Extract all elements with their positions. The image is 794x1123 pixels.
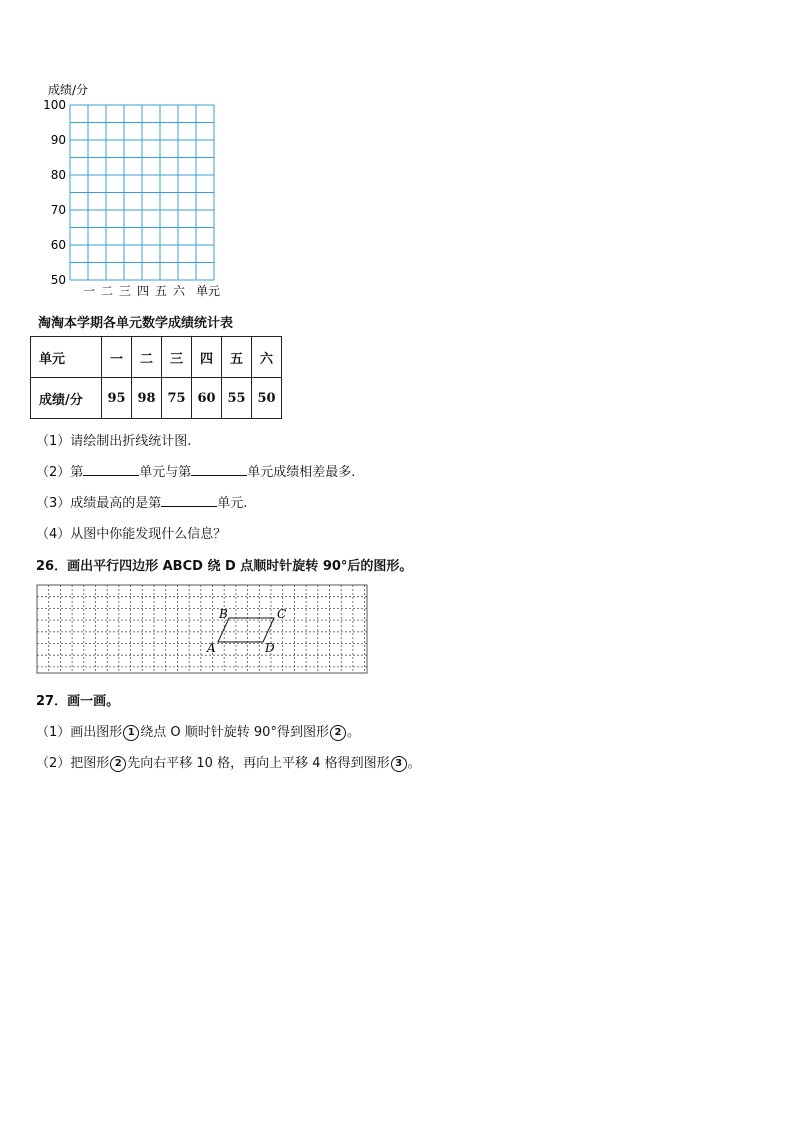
- q27-title: 27．画一画。: [36, 694, 120, 709]
- x-tick-label: 一: [82, 284, 96, 298]
- q27-part2: （2）把图形 2 先向右平移 10 格，再向上平移 4 格得到图形 3 。: [36, 756, 421, 771]
- table-title: 淘淘本学期各单元数学成绩统计表: [38, 316, 234, 331]
- q25-part1: （1）请绘制出折线统计图.: [36, 434, 192, 449]
- q27-part1: （1）画出图形 1 绕点 O 顺时针旋转 90°得到图形 2 。: [36, 725, 360, 740]
- unit-cell: 三: [162, 337, 192, 378]
- q25-part2: （2）第 单元与第 单元成绩相差最多.: [36, 465, 356, 480]
- answer-blank[interactable]: [161, 494, 217, 507]
- circled-number-3: 3: [391, 756, 407, 772]
- x-tick-label: 五: [154, 284, 168, 298]
- score-cell: 60: [192, 378, 222, 419]
- x-tick-label: 三: [118, 284, 132, 298]
- blank-line-chart: [40, 80, 240, 300]
- row-header-score: 成绩/分: [31, 378, 102, 419]
- table-row: [31, 337, 282, 378]
- unit-cell: 五: [222, 337, 252, 378]
- x-axis-label: 单元: [196, 284, 221, 298]
- score-cell: 98: [132, 378, 162, 419]
- x-tick-label: 四: [136, 284, 150, 298]
- score-cell: 55: [222, 378, 252, 419]
- vertex-label-a: A: [207, 641, 216, 655]
- vertex-label-c: C: [277, 607, 287, 621]
- y-tick-label: 80: [50, 168, 66, 182]
- score-cell: 50: [252, 378, 282, 419]
- parallelogram-abcd: [218, 618, 274, 642]
- table-row: [31, 378, 282, 419]
- y-axis-label: 成绩/分: [48, 83, 89, 97]
- q26-prompt: 26．画出平行四边形 ABCD 绕 D 点顺时针旋转 90°后的图形。: [36, 559, 413, 574]
- q25-part3: （3）成绩最高的是第 单元.: [36, 496, 248, 511]
- vertex-label-d: D: [265, 641, 275, 655]
- circled-number-1: 1: [123, 725, 139, 741]
- y-tick-label: 70: [50, 203, 66, 217]
- circled-number-2: 2: [330, 725, 346, 741]
- y-tick-label: 60: [50, 238, 66, 252]
- answer-blank[interactable]: [83, 463, 139, 476]
- unit-cell: 四: [192, 337, 222, 378]
- q25-part4: （4）从图中你能发现什么信息？: [36, 527, 227, 542]
- score-cell: 95: [102, 378, 132, 419]
- score-cell: 75: [162, 378, 192, 419]
- scores-table: [30, 336, 282, 419]
- row-header-unit: 单元: [31, 337, 102, 378]
- unit-cell: 六: [252, 337, 282, 378]
- parallelogram-grid: [36, 584, 368, 676]
- unit-cell: 二: [132, 337, 162, 378]
- y-tick-labels: [43, 98, 66, 287]
- y-tick-label: 100: [43, 98, 66, 112]
- y-tick-label: 50: [50, 273, 66, 287]
- unit-cell: 一: [102, 337, 132, 378]
- x-tick-labels: [83, 284, 186, 298]
- dotted-grid: [37, 585, 367, 673]
- chart-grid: [70, 105, 214, 280]
- y-tick-label: 90: [50, 133, 66, 147]
- answer-blank[interactable]: [191, 463, 247, 476]
- vertex-label-b: B: [219, 607, 228, 621]
- x-tick-label: 二: [100, 284, 114, 298]
- circled-number-2: 2: [110, 756, 126, 772]
- x-tick-label: 六: [172, 284, 186, 298]
